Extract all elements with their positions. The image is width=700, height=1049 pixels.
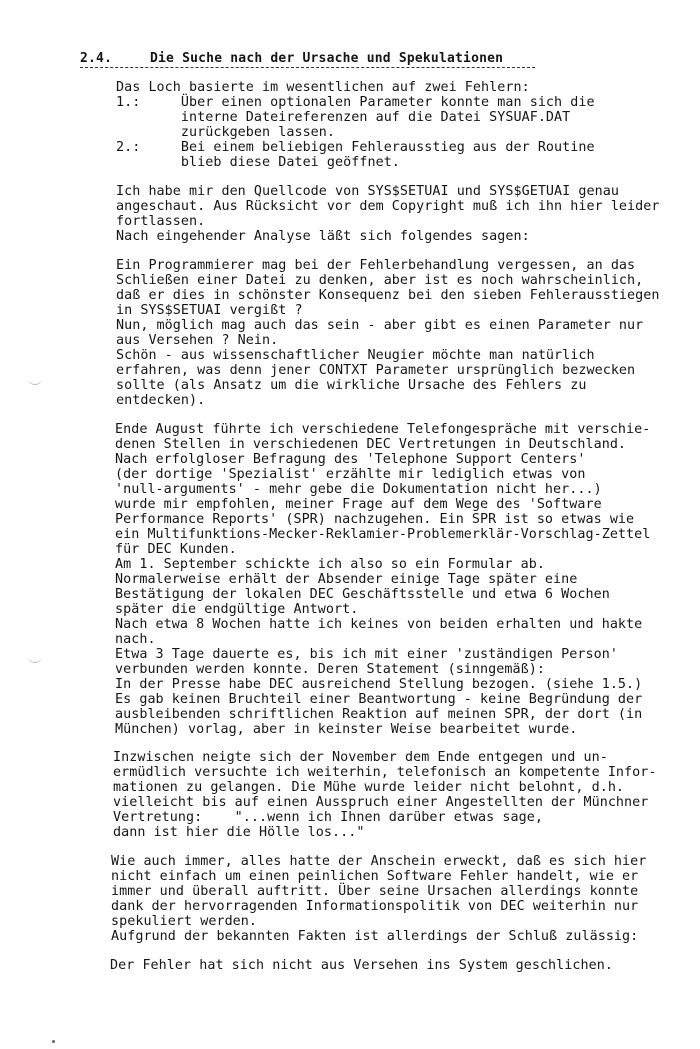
text-line: Performance Reports' (SPR) nachzugehen. Ein SPR ist so etwas wie — [115, 512, 635, 527]
text-line: Ende August führte ich verschiedene Telefongespräche mit verschie- — [115, 422, 651, 437]
text-line: nach. — [115, 632, 156, 647]
text-line: (der dortige 'Spezialist' erzählte mir lediglich etwas von — [115, 467, 586, 482]
text-line: 1.: Über einen optionalen Parameter konnte man sich die — [116, 95, 595, 110]
text-line: Ein Programmierer mag bei der Fehlerbehandlung vergessen, an das — [116, 258, 636, 273]
text-line: entdecken). — [116, 393, 206, 408]
text-line: dank der hervorragenden Informationspolitik von DEC weiterhin nur — [111, 899, 639, 914]
text-line: Nach eingehender Analyse läßt sich folgendes sagen: — [116, 229, 530, 244]
text-line: Es gab keinen Bruchteil einer Beantwortung - keine Begründung der — [115, 692, 643, 707]
text-line: Schließen einer Datei zu denken, aber ist es noch wahrscheinlich, — [116, 273, 644, 288]
text-line: Das Loch basierte im wesentlichen auf zwei Fehlern: — [116, 80, 530, 95]
text-line: Am 1. September schickte ich also so ein Formular ab. — [115, 557, 545, 572]
text-line: sollte (als Ansatz um die wirkliche Ursache des Fehlers zu — [116, 378, 587, 393]
text-line: spekuliert werden. — [111, 914, 258, 929]
text-line: fortlassen. — [116, 214, 206, 229]
text-line: Schön - aus wissenschaftlicher Neugier möchte man natürlich — [116, 348, 595, 363]
text-line: 2.: Bei einem beliebigen Fehlerausstieg aus der Routine — [116, 140, 595, 155]
text-line: immer und überall auftritt. Über seine Ursachen allerdings konnte — [111, 884, 639, 899]
text-line: ermüdlich versuchte ich weiterhin, telefonisch an kompetente Infor- — [113, 765, 657, 780]
text-line: mationen zu gelangen. Die Mühe wurde leider nicht belohnt, d.h. — [113, 780, 625, 795]
text-line: dann ist hier die Hölle los..." — [113, 825, 365, 840]
text-line: Inzwischen neigte sich der November dem Ende entgegen und un- — [113, 750, 608, 765]
text-line: Etwa 3 Tage dauerte es, bis ich mit einer 'zuständigen Person' — [115, 647, 618, 662]
text-line: Der Fehler hat sich nicht aus Versehen ins System geschlichen. — [110, 958, 613, 973]
text-line: verbunden werden konnte. Deren Statement (sinngemäß): — [115, 662, 545, 677]
text-line: erfahren, was denn jener CONTXT Parameter ursprünglich bezwecken — [116, 363, 636, 378]
text-line: ein Multifunktions-Mecker-Reklamier-Problemerklär-Vorschlag-Zettel — [115, 527, 651, 542]
text-line: nicht einfach um einen peinlichen Software Fehler handelt, wie er — [111, 869, 639, 884]
text-line: angeschaut. Aus Rücksicht vor dem Copyright muß ich ihn hier leider — [116, 199, 660, 214]
text-line: Wie auch immer, alles hatte der Anschein erweckt, daß es sich hier — [111, 854, 647, 869]
text-line: wurde mir empfohlen, meiner Frage auf dem Wege des 'Software — [115, 497, 602, 512]
text-line: ausbleibenden schriftlichen Reaktion auf meinen SPR, der dort (in — [115, 707, 643, 722]
scan-speck — [52, 1040, 55, 1043]
text-line: München) vorlag, aber in keinster Weise bearbeitet wurde. — [115, 722, 578, 737]
heading-underline — [80, 67, 535, 68]
text-line: denen Stellen in verschiedenen DEC Vertretungen in Deutschland. — [115, 437, 627, 452]
text-line: daß er dies in schönster Konsequenz bei den sieben Fehlerausstiegen — [116, 288, 660, 303]
text-line: Nun, möglich mag auch das sein - aber gibt es einen Parameter nur — [116, 318, 644, 333]
text-line: Nach erfolgloser Befragung des 'Telephone Support Centers' — [115, 452, 586, 467]
text-line: vielleicht bis auf einen Ausspruch einer Angestellten der Münchner — [113, 795, 649, 810]
text-line: interne Dateireferenzen auf die Datei SYSUAF.DAT — [116, 110, 571, 125]
text-line: Nach etwa 8 Wochen hatte ich keines von beiden erhalten und hakte — [115, 617, 643, 632]
text-line: Aufgrund der bekannten Fakten ist allerdings der Schluß zulässig: — [111, 929, 639, 944]
text-line: Vertretung: "...wenn ich Ihnen darüber etwas sage, — [113, 810, 543, 825]
text-line: In der Presse habe DEC ausreichend Stellung bezogen. (siehe 1.5.) — [115, 677, 643, 692]
text-line: 'null-arguments' - mehr gebe die Dokumentation nicht her...) — [115, 482, 602, 497]
section-number: 2.4. — [80, 51, 113, 66]
section-title: Die Suche nach der Ursache und Spekulationen — [150, 51, 504, 66]
text-line: Ich habe mir den Quellcode von SYS$SETUAI und SYS$GETUAI genau — [116, 184, 619, 199]
text-line: für DEC Kunden. — [115, 542, 237, 557]
text-line: in SYS$SETUAI vergißt ? — [116, 303, 303, 318]
section-heading — [80, 51, 503, 66]
text-line: zurückgeben lassen. — [116, 125, 336, 140]
text-line: Bestätigung der lokalen DEC Geschäftsstelle und etwa 6 Wochen — [115, 587, 610, 602]
text-line: aus Versehen ? Nein. — [116, 333, 279, 348]
text-line: blieb diese Datei geöffnet. — [116, 155, 400, 170]
punch-hole-mark — [28, 656, 42, 663]
text-line: später die endgültige Antwort. — [115, 602, 359, 617]
punch-hole-mark — [28, 378, 42, 385]
text-line: Normalerweise erhält der Absender einige Tage später eine — [115, 572, 578, 587]
